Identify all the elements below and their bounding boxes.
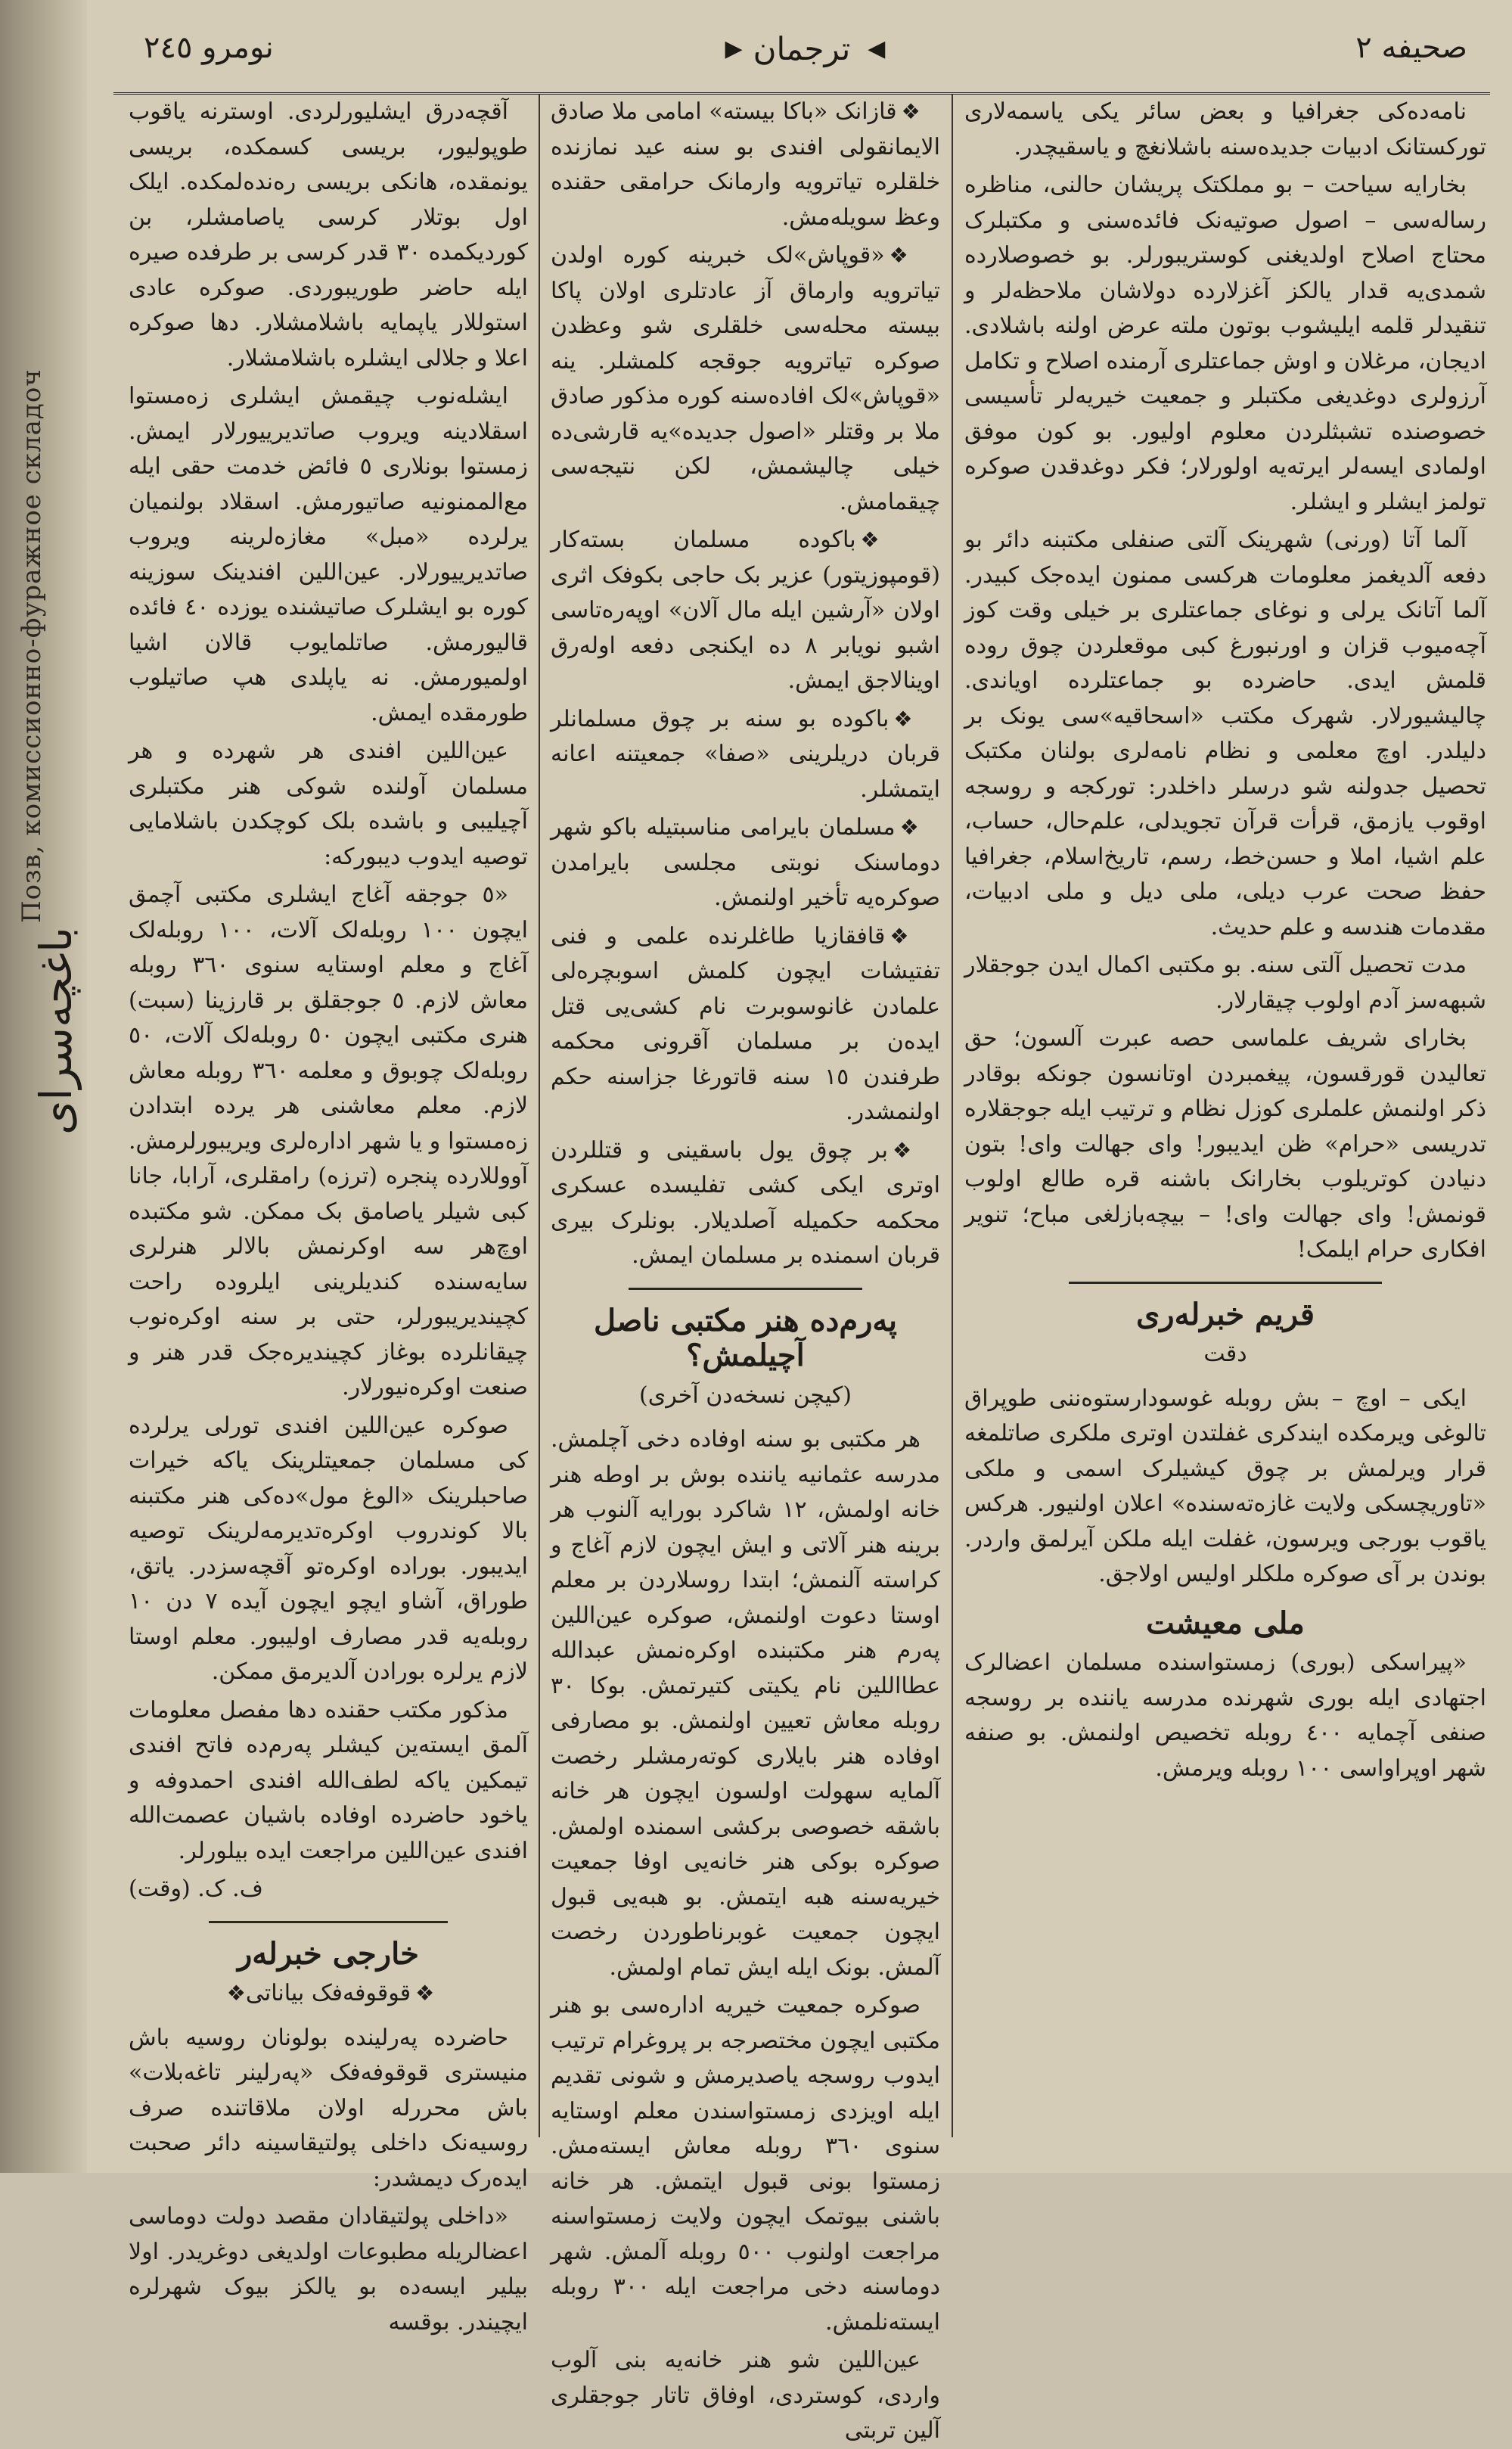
news-text: قازانک «باکا بیسته» امامی ملا صادق الایمانقولی افندی بو سنه عید نمازنده خلقلره تیاترویه وارمانک حرامقی حقنده وعظ سویله‌مش. bbox=[551, 98, 940, 231]
news-bullet-icon: ❖ bbox=[901, 99, 921, 124]
news-item bbox=[551, 95, 940, 235]
column-left bbox=[129, 95, 529, 2336]
paragraph: ایشله‌نوب چیقمش ایشلری زەمستوا اسقلادینه ویروب صاتدیرییورلار ایمش. زمستوا بونلاری ٥ فائض خدمت حقی ایله مع‌الممنونیه صاتیورمش. اسقلاد بولنمیان یرلرده «مبل» مغازەلرینه ویروب صاتدیرییورلار. عین‌اللین افندینک سوزینه کوره بو ایشلرک صاتیشنده یوزده ٤٠ فائده قالیورمش. صاتلمایوب قالان اشیا اولمیورمش. نه یاپلدی هپ صاتیلوب طورمقده ایمش. bbox=[129, 383, 528, 726]
news-text: مسلمان بایرامی مناسبتیله باکو شهر دوماسنک نوبتی مجلسی بایرامدن صوکره‌یه تأخیر اولنمش. bbox=[551, 814, 940, 911]
section-separator bbox=[629, 1288, 862, 1290]
masthead bbox=[719, 30, 886, 67]
paragraph: «پیراسکی (بوری) زمستواسنده مسلمان اعضالرک اجتهادی ایله بوری شهرنده مدرسه یاننده بر روسجه صنفی آچمایه ٤٠٠ روبله تخصیص اولنمش. بو صنفه شهر اوپراواسی ١٠٠ روبله ویرمش. bbox=[964, 1649, 1486, 1782]
paragraph: «٥ جوجقه آغاج ایشلری مکتبی آچمق ایچون ١٠٠ روبله‌لک آلات، ١٠٠ روبله‌لک آغاج و معلم اوستایه سنوی ٣٦٠ روبله معاش لازم. ٥ جوجقلق بر قارزینا (سبت) هنری مکتبی ایچون ٥٠ روبله‌لک آلات، ٥٠ روبله‌لک چوبوق و معلمه ٣٦٠ روبله معاش لازم. معلم معاشنی هر یرده ابتدادن زەمستوا و یا شهر ادارەلری ویریبورلرمش. آووللارده پنجره (ترزه) رامقلری، آرابا، جانا کبی شیلر یاصامق بک ممکن. شو مکتبده اوچ‌هر سه اوکرنمش بالالر هنرلری سایه‌سنده کندیلرینی ایلروده راحت کچیندیریبورلر، حتی بر سنه اوکرەنوب چیقانلرده بوغاز کچیندیره‌جک قدر هنر و صنعت اوکرەنیورلار. bbox=[129, 881, 529, 1400]
news-bullet-icon: ❖ bbox=[890, 923, 921, 949]
news-bullet-icon: ❖ bbox=[889, 243, 921, 268]
page-number: صحیفه ٢ bbox=[1355, 30, 1467, 65]
news-text: قافقازیا طاغلرنده علمی و فنی تفتیشات ایچون کلمش اسوبچرەلی علمادن غانوسوبرت نام کشی‌یی قتل ایدەن بر مسلمان آقرونی محکمه طرفندن ١٥ سنه قاتورغا جزاسنه حکم اولنمشدر. bbox=[551, 922, 940, 1125]
paragraph: صوکره عین‌اللین افندی تورلی یرلرده کی مسلمان جمعیتلرینک یاکه خیرات صاحبلرینک «الوغ مول»ده‌کی هنر مکتبنه بالا کوندروب اوکرەتدیرمەلرینک توصیه ایدیبور. بوراده اوکرەتو آقچه‌سزدر. یاتق، طوراق، آشاو ایچو ایچون آیده ٧ دن ١٠ روبله‌یه قدر مصارف اولیبور. معلم اوستا لازم یرلره بورادن آلدیرمق ممکن. bbox=[129, 1412, 528, 1685]
ornament-left-icon: ◀ bbox=[868, 35, 886, 62]
paragraph: حاضرده پەرلینده بولونان روسیه باش منیستری قوقوفەفک «پەرلینر تاغەبلات» باش محررله اولان ملاقاتنده صرف روسیه‌نک داخلی پولتیقاسینه دائر صحبت ایده‌رک دیمشدر: bbox=[129, 2024, 528, 2192]
news-bullet-icon: ❖ bbox=[893, 706, 921, 732]
paragraph: مدت تحصیل آلتی سنه. بو مکتبی اکمال ایدن جوجقلار شبهه‌سز آدم اولوب چیقارلار. bbox=[964, 952, 1486, 1014]
section-source: دقت bbox=[1203, 1341, 1247, 1367]
page-header bbox=[113, 17, 1490, 95]
paragraph: صوکره جمعیت خیریه اداره‌سی بو هنر مکتبی ایچون مختصرجه بر پروغرام ترتیب ایدوب روسجه یاصدیرمش و شونی تقدیم ایله اویزدی زمستواسندن معلم اوستایه سنوی ٣٦٠ روبله معاش ایسته‌مش. زمستوا بونی قبول ایتمش. هر خانه باشنی بیوتمک ایچون ولایت زمستواسنه مراجعت اولنوب ٥٠٠ روبله آلمش. شهر دوماسنه دخی مراجعت ایله ٣٠٠ روبله ایسته‌نلمش. bbox=[551, 1992, 940, 2336]
ornament-right-icon: ▶ bbox=[725, 35, 743, 62]
paragraph: ایکی – اوچ – بش روبله غوسودارستوەننی طوپراق تالوغی ویرمکده ایندکری غفلتدن اوتری ملکری صاتلمغه قرار ویرلمش بر چوق کیشیلرک اسمی و ملکی «تاوریچسکی ولایت غازەته‌سنده» اعلان اولنیور. هرکس یاقوب بورجی ویرسون، غفلت ایله ملکن آیرلمق واردر. بوندن بر آی صوکره ملکلر اولیس اولاجق. bbox=[964, 1385, 1486, 1587]
column-divider-left bbox=[539, 95, 540, 2137]
section-subtitle bbox=[129, 1976, 528, 2012]
binding-vertical-text: Позв, комиссионно-фуражное складоч bbox=[17, 368, 47, 923]
news-bullet-icon: ❖ bbox=[860, 527, 921, 552]
column-right bbox=[964, 95, 1486, 2152]
paragraph: عین‌اللین شو هنر خانه‌یه بنی آلوب واردی، کوستردی، اوفاق تاتار جوجقلری آلین تربتی bbox=[551, 2347, 940, 2444]
paragraph: نامه‌ده‌کی جغرافیا و بعض سائر یکی یاسمه‌لاری تورکستانک ادبیات جدیده‌سنه باشلانغچ و یاسقیچدر. bbox=[964, 98, 1486, 160]
news-bullet-icon: ❖ bbox=[899, 815, 921, 840]
column-divider-right bbox=[952, 95, 953, 2137]
section-subtitle-text: قوقوفەفک بیاناتی bbox=[245, 1980, 411, 2006]
section-title-national-economy: ملی معیشت bbox=[1146, 1605, 1305, 1641]
library-stamp: باغچه‌سرای bbox=[30, 927, 82, 1135]
paragraph: بخارای شریف علماسی حصه عبرت آلسون؛ حق تعالیدن قورقسون، پیغمبردن اوتانسون جونکه بوقادر ذکر اولنمش علملری کوزل نظام و ترتیب ایله جوجقلاره تدریسی «حرام» ظن ایدیبور! وای جهالت وای! بتون دنیادن کوتریلوب بخارانک باشنه قره طالع اولوب قونمش! وای جهالت وای! – بیچه‌بازلغی مباح؛ تنویر افکاری حرام ایلمک! bbox=[964, 1025, 1486, 1263]
news-item bbox=[551, 523, 940, 699]
news-text: «قوپاش»لک خبرینه کوره اولدن تیاترویه وارماق آز عادتلری اولان پاکا بیسته محله‌سی خلقلری شو وعظدن صوکره تیاترویه جوقجه کلمشلر. ینه «قوپاش»لک افاده‌سنه کوره مذکور صادق ملا بر وقتلر «اصول جدیده»یه قارشی‌ده خیلی چالیشمش، لکن نتیجه‌سی چیقمامش. bbox=[551, 242, 940, 515]
news-item bbox=[551, 1133, 940, 1274]
news-text: باکوده بو سنه بر چوق مسلمانلر قربان دریلرینی «صفا» جمعیتنه اعانه ایتمشلر. bbox=[551, 705, 940, 803]
paragraph: آقچەدرق ایشلیورلردی. اوسترنه یاقوب طوپولیور، بریسی کسمکده، بریسی یونمقده، هانکی بریسی رەندەلمکده. ایلک اول بوتلار کرسی یاصامشلر، بن کوردیکمده ٣٠ قدر کرسی بر طرفده صیره ایله حاضر طوریبوردی. صوکره عادی استوللار یاپمایه باشلامشلار. دها صوکره اعلا و جلالی ایشلره باشلامشلار. bbox=[129, 98, 529, 371]
news-item bbox=[551, 238, 940, 520]
paragraph: آلما آتا (ورنی) شهرینک آلتی صنفلی مکتبنه دائر بو دفعه آلدیغمز معلومات هرکسی ممنون ایده‌جک کبیدر. آلما آتانک یرلی و نوغای جماعتلری بر خیلی وقت کوز آچه‌میوب قزان و اورنبورغ کبی موقعلردن چوق روده قلمش ایدی. حاضرده بو جماعتلرده اویاندی. چالیشیورلار. شهرک مکتب «اسحاقیه»سی یونک بر دلیلدر. اوچ معلمی و نظام نامه‌لری بولنان مکتبک تحصیل جدولنه شو درسلر داخلدر: تورکجه و روسجه اوقوب یازمق، قرأت قرآن تجویدلی، علم‌حال، حساب، علم اشیا، املا و حسن‌خط، رسم، تاریخ‌اسلام، جغرافیا حفظ صحت عرب دیلی، ملی دیل و ملی ادبیات، مقدمات هندسه و علم حدیث. bbox=[964, 527, 1486, 940]
section-title-foreign-news: خارجی خبرلەر bbox=[237, 1935, 420, 1972]
news-text: بر چوق یول باسقینی و قتللردن اوتری ایکی کشی تفلیسده عسکری محکمه حکمیله آصلدیلار. بونلرک بیری قربان اسمنده بر مسلمان ایمش. bbox=[551, 1136, 940, 1269]
section-title-crimea-news: قریم خبرلەری bbox=[1136, 1296, 1315, 1332]
news-item bbox=[551, 810, 940, 916]
ornament-icon: ❖ bbox=[226, 1981, 246, 2006]
paper-name: ترجمان bbox=[753, 30, 851, 67]
news-item bbox=[551, 702, 940, 808]
news-bullet-icon: ❖ bbox=[892, 1137, 921, 1163]
paragraph: عین‌اللین افندی هر شهرده و هر مسلمان آولنده شوکی هنر مکتبلری آچیلیبی و باشده بلک کوچکدن باشلامایی توصیه ایدوب دیبورکه: bbox=[129, 738, 528, 870]
news-text: باکوده مسلمان بسته‌کار (قومپوزیتور) عزیر بک حاجی بکوفک اثری اولان «آرشین ایله مال آلان» اوپەرەتاسی اشبو نویابر ٨ ده ایکنجی دفعه اولەرق اوینالاجق ایمش. bbox=[551, 527, 940, 694]
paragraph: بخارایه سیاحت – بو مملکتک پریشان حالنی، مناظره رساله‌سی – اصول صوتیه‌نک فائده‌سنی و مکتبلرک محتاج اصلاح اولدیغنی کوستریبورلر. بو خصوصلارده شمدی‌یه قدار یالکز آغزلارده دولاشان ملاحظه‌لر و تنقیدلر قلمه ایلیشوب بوتون ملته عرض اولنه باشلادی. ادیجان، مرغلان و اوش جماعتلری آرمنده اصلاح و تکامل آرزولری دوغدیغی مکتبلر و جمعیت خیریه‌لر تأسیسی خصوصنده تشبثلردن معلوم اولیور. بو کون موفق اولمادی ایسه‌لر ایرته‌یه اولورلار؛ فکر دوغدقدن صوکره تولمز ایشلر و ایشلر. bbox=[964, 172, 1486, 515]
paragraph: مذکور مکتب حقنده دها مفصل معلومات آلمق ایسته‌ین کیشلر پەرم‌ده فاتح افندی تیمکین یاکه لطف‌الله افندی احمدوفه و یاخود حاضرده اوفاده باشیان عصمت‌الله افندی عین‌اللین مراجعت ایده بیلورلر. bbox=[129, 1696, 528, 1864]
column-middle bbox=[551, 95, 940, 2444]
paragraph: هر مکتبی بو سنه اوفاده دخی آچلمش. مدرسه عثمانیه یاننده بوش بر اوطه هنر خانه اولمش، ١٢ شاکرد بورایه آلنوب هر برینه هنر آلاتی و ایش ایچون لازم آغاج و کراسته آلنمش؛ ابتدا روسلاردن بر معلم اوستا دعوت اولنمش، صوکره عین‌اللین پەرم هنر مکتبنده اوکرەنمش عبدالله عطا‌اللین نام یکیتی کتیرتمش. بوکا ٣٠ روبله معاش تعیین اولنمش. بو مصارفی اوفاده هنر بایلاری کوتەرمشلر رخصت آلمایه سهولت اولسون ایچون هر خانه باشقه خصوصی برکشی اسمنده اولمش. صوکره بوکی هنر خانه‌یی اوفا جمعیت خیریه‌سنه هبه ایتمش. بو هبه‌یی قبول ایچون جمعیت غوبرناطوردن رخصت آلمش. بونک ایله ایش تمام اولمش. bbox=[551, 1426, 940, 1981]
section-separator bbox=[1069, 1282, 1382, 1284]
news-item bbox=[551, 919, 940, 1130]
article-title: پەرم‌دە هنر مکتبی ناصل آچیلمش؟ bbox=[593, 1302, 897, 1373]
ornament-icon: ❖ bbox=[415, 1981, 435, 2006]
section-separator bbox=[209, 1921, 449, 1923]
article-signature: ف. ک. (وقت) bbox=[129, 1876, 263, 1902]
article-subtitle: (کیچن نسخه‌دن آخری) bbox=[639, 1381, 852, 1409]
binding-strip bbox=[0, 0, 87, 2173]
issue-number: نومرو ٢٤٥ bbox=[144, 30, 274, 65]
paragraph: «داخلی پولتیقادان مقصد دولت دوماسی اعضالریله مطبوعات اولدیغی دوغریدر. اولا بیلیر ایسەده بو یالکز بیوک شهرلره ایچیندر. بوقسه bbox=[129, 2203, 528, 2336]
